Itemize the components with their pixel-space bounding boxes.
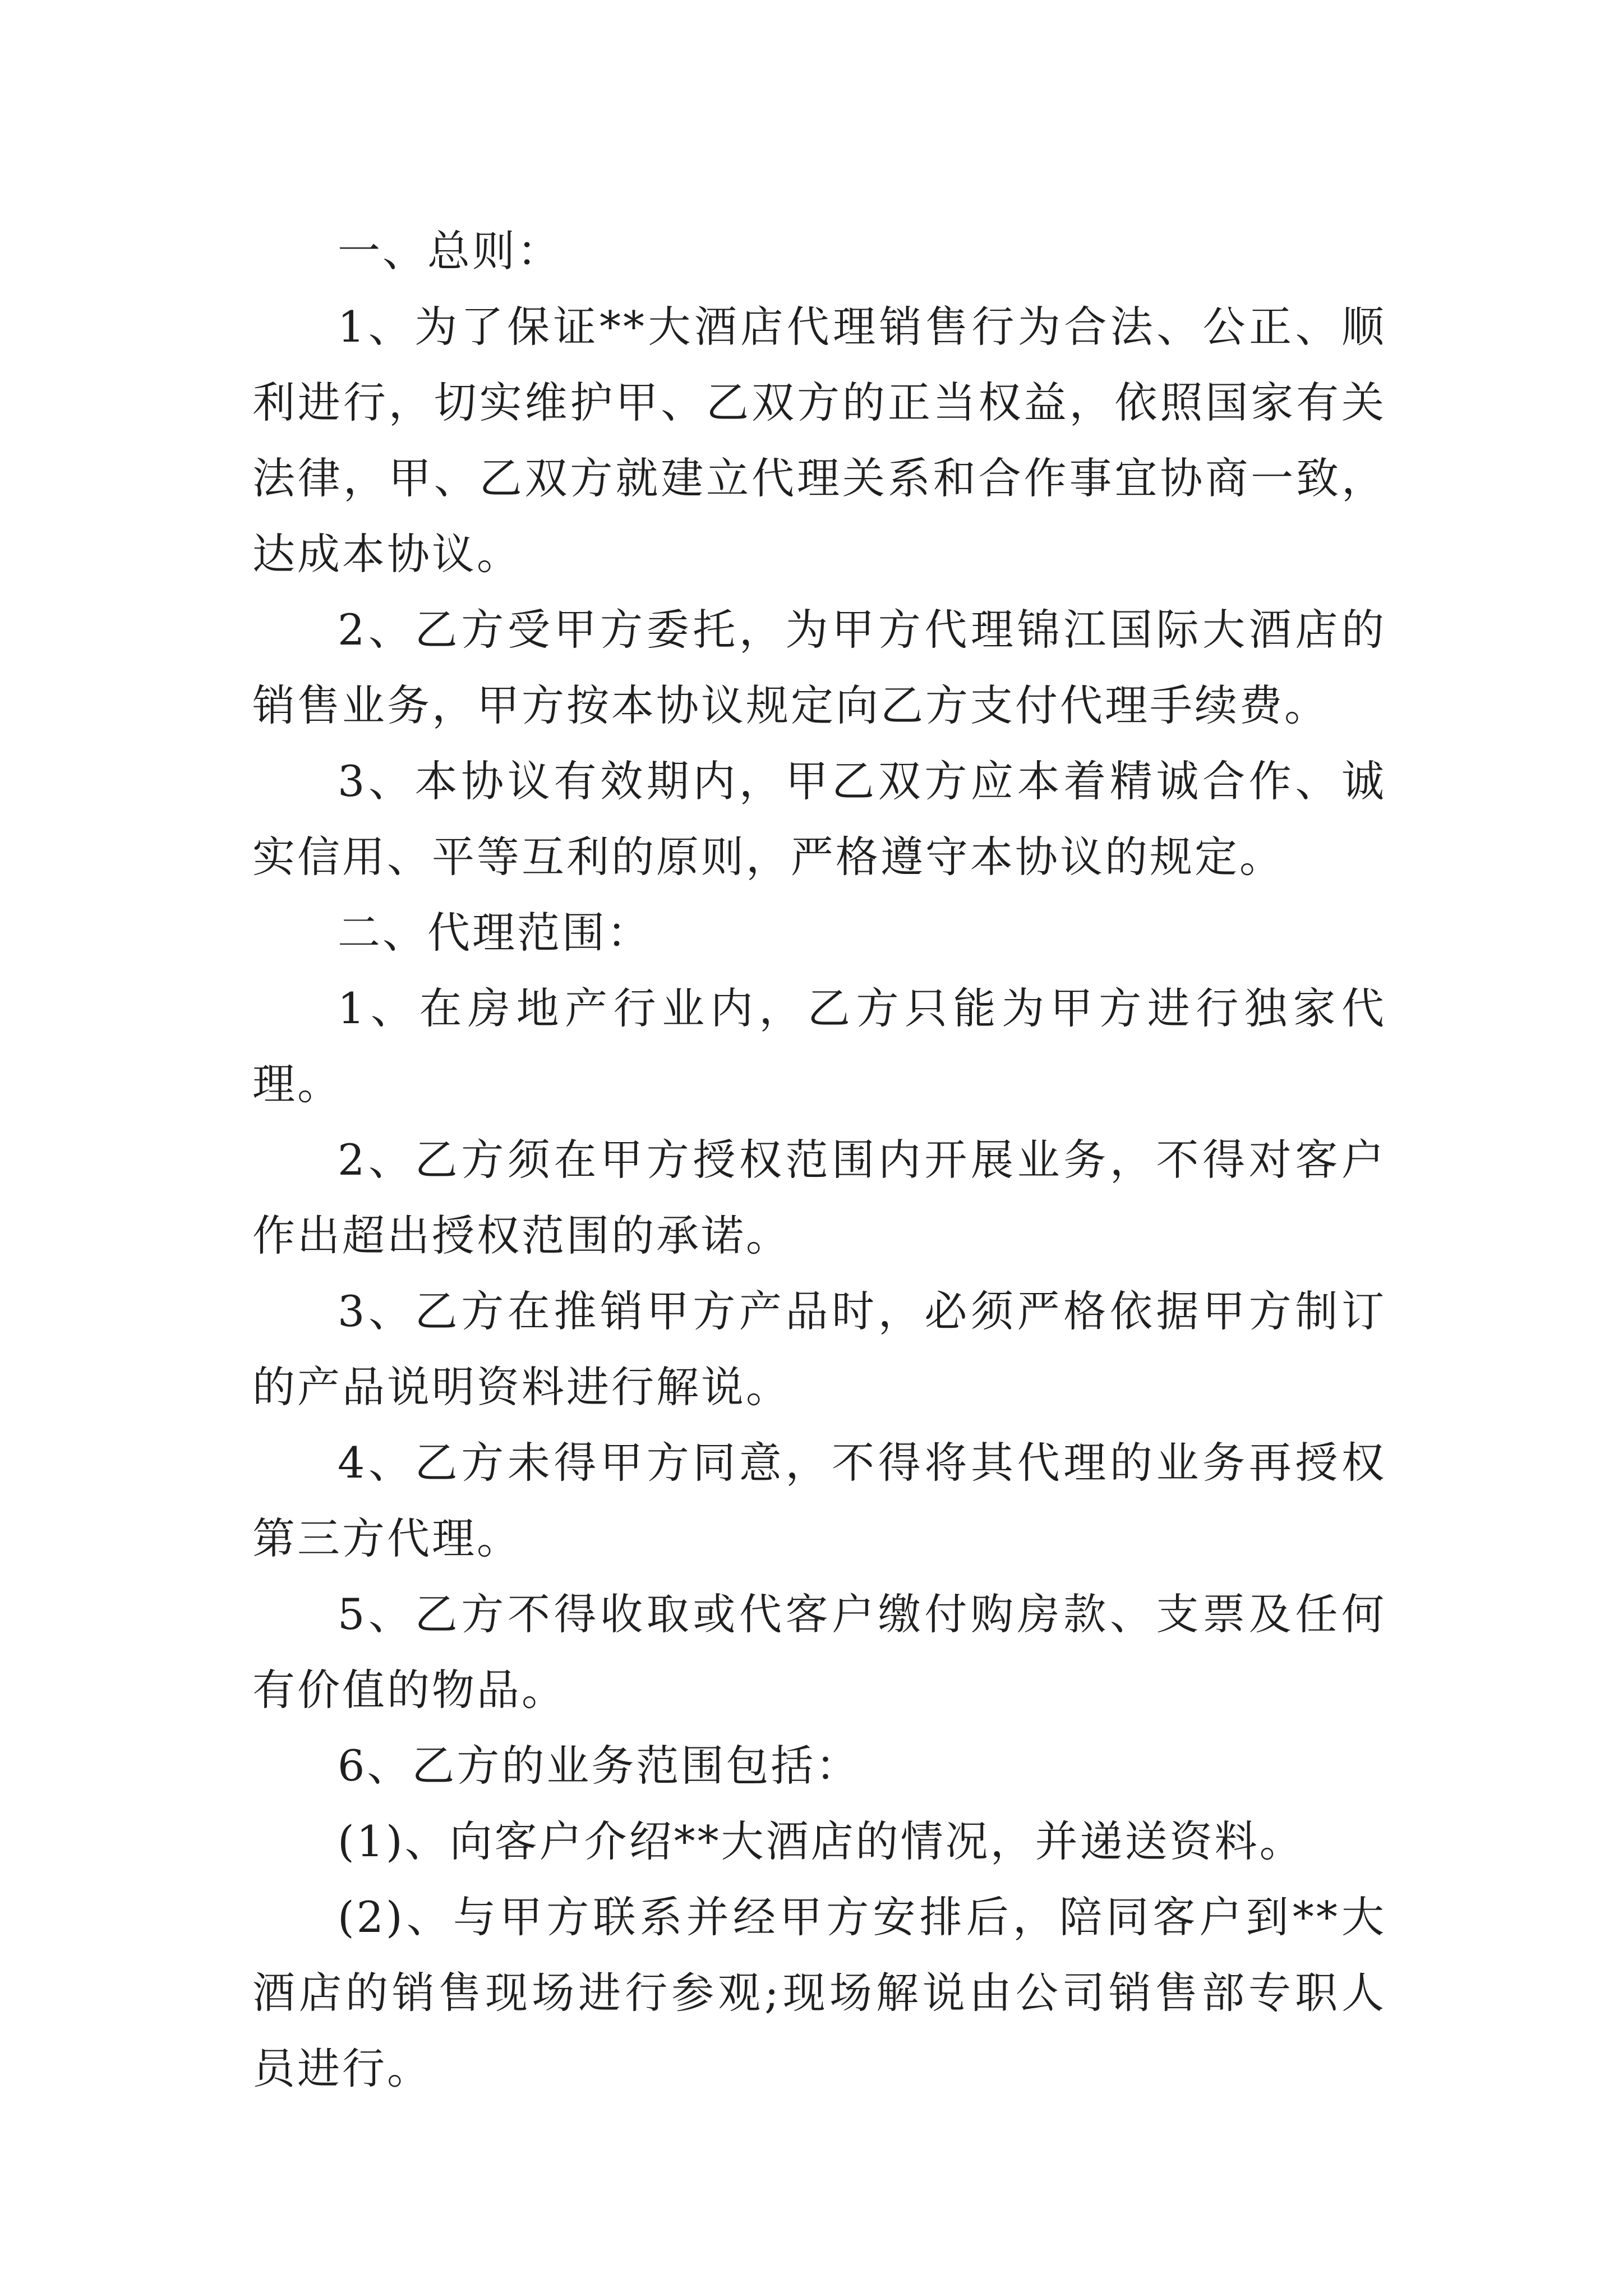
document-body [252, 213, 1386, 2106]
clause-1-3: 3、本协议有效期内，甲乙双方应本着精诚合作、诚实信用、平等互利的原则，严格遵守本协议的规定。 [252, 756, 1386, 882]
clause-2-6: 6、乙方的业务范围包括： [338, 1741, 861, 1791]
section-heading-general: 一、总则： [338, 226, 562, 276]
section-heading-scope: 二、代理范围： [338, 908, 652, 958]
clause-2-2: 2、乙方须在甲方授权范围内开展业务，不得对客户作出超出授权范围的承诺。 [252, 1135, 1386, 1260]
clause-2-4: 4、乙方未得甲方同意，不得将其代理的业务再授权第三方代理。 [252, 1438, 1386, 1563]
clause-2-6-1: (1)、向客户介绍**大酒店的情况，并递送资料。 [338, 1816, 1304, 1866]
clause-1-2: 2、乙方受甲方委托，为甲方代理锦江国际大酒店的销售业务，甲方按本协议规定向乙方支付代理手续费。 [252, 605, 1386, 730]
clause-2-1: 1、在房地产行业内，乙方只能为甲方进行独家代理。 [252, 983, 1386, 1109]
clause-2-5: 5、乙方不得收取或代客户缴付购房款、支票及任何有价值的物品。 [252, 1589, 1386, 1715]
clause-2-3: 3、乙方在推销甲方产品时，必须严格依据甲方制订的产品说明资料进行解说。 [252, 1286, 1386, 1412]
clause-1-1: 1、为了保证**大酒店代理销售行为合法、公正、顺利进行，切实维护甲、乙双方的正当权益，依照国家有关法律，甲、乙双方就建立代理关系和合作事宜协商一致，达成本协议。 [252, 302, 1386, 579]
clause-2-6-2: (2)、与甲方联系并经甲方安排后，陪同客户到**大酒店的销售现场进行参观;现场解说由公司销售部专职人员进行。 [252, 1892, 1386, 2093]
